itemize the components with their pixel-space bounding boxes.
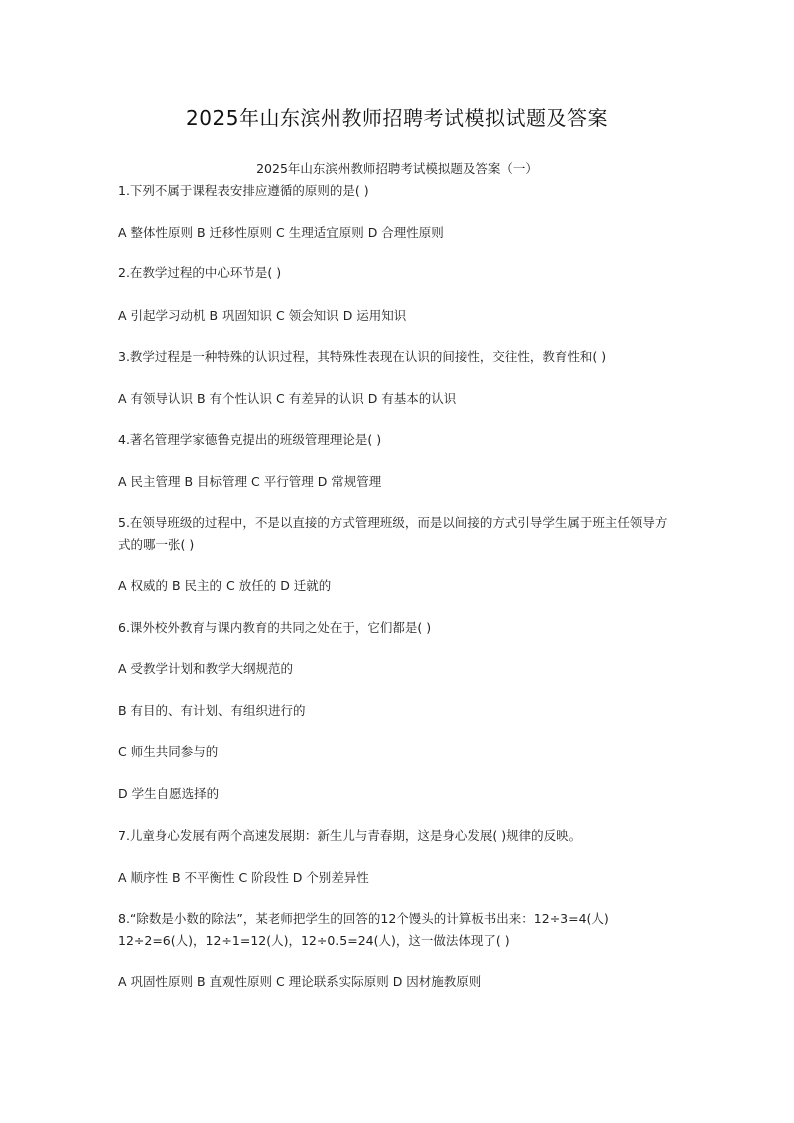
question-3-options: A 有领导认识 B 有个性认识 C 有差异的认识 D 有基本的认识 [118, 391, 457, 406]
question-6-option-c: C 师生共同参与的 [118, 744, 219, 759]
page-title: 2025年山东滨州教师招聘考试模拟试题及答案 [186, 106, 608, 130]
question-8: 8.“除数是小数的除法”，某老师把学生的回答的12个馒头的计算板书出来：12÷3=4(人) 12÷2=6(人)，12÷1=12(人)，12÷0.5=24(人)，这一做法体现了( ) [118, 911, 609, 948]
question-2: 2.在教学过程的中心环节是( ) [118, 265, 282, 280]
question-6: 6.课外校外教育与课内教育的共同之处在于，它们都是( ) [118, 620, 432, 635]
question-4-options: A 民主管理 B 目标管理 C 平行管理 D 常规管理 [118, 474, 382, 489]
question-5: 5.在领导班级的过程中，不是以直接的方式管理班级，而是以间接的方式引导学生属于班主任领导方式的哪一张( ) [118, 515, 668, 552]
question-6-option-a: A 受教学计划和教学大纲规范的 [118, 661, 294, 676]
question-6-option-d: D 学生自愿选择的 [118, 786, 220, 801]
question-5-options: A 权威的 B 民主的 C 放任的 D 迁就的 [118, 578, 332, 593]
question-1: 1.下列不属于课程表安排应遵循的原则的是( ) [118, 183, 369, 198]
question-4: 4.著名管理学家德鲁克提出的班级管理理论是( ) [118, 432, 382, 447]
question-6-option-b: B 有目的、有计划、有组织进行的 [118, 703, 306, 718]
question-2-options: A 引起学习动机 B 巩固知识 C 领会知识 D 运用知识 [118, 308, 407, 323]
question-8-options: A 巩固性原则 B 直观性原则 C 理论联系实际原则 D 因材施教原则 [118, 974, 482, 989]
question-3: 3.教学过程是一种特殊的认识过程，其特殊性表现在认识的间接性，交往性，教育性和( ) [118, 349, 607, 364]
question-7-options: A 顺序性 B 不平衡性 C 阶段性 D 个别差异性 [118, 870, 369, 885]
question-7: 7.儿童身心发展有两个高速发展期：新生儿与青春期，这是身心发展( )规律的反映。 [118, 828, 582, 843]
section-subtitle: 2025年山东滨州教师招聘考试模拟题及答案（一） [256, 161, 538, 176]
question-1-options: A 整体性原则 B 迁移性原则 C 生理适宜原则 D 合理性原则 [118, 225, 444, 240]
